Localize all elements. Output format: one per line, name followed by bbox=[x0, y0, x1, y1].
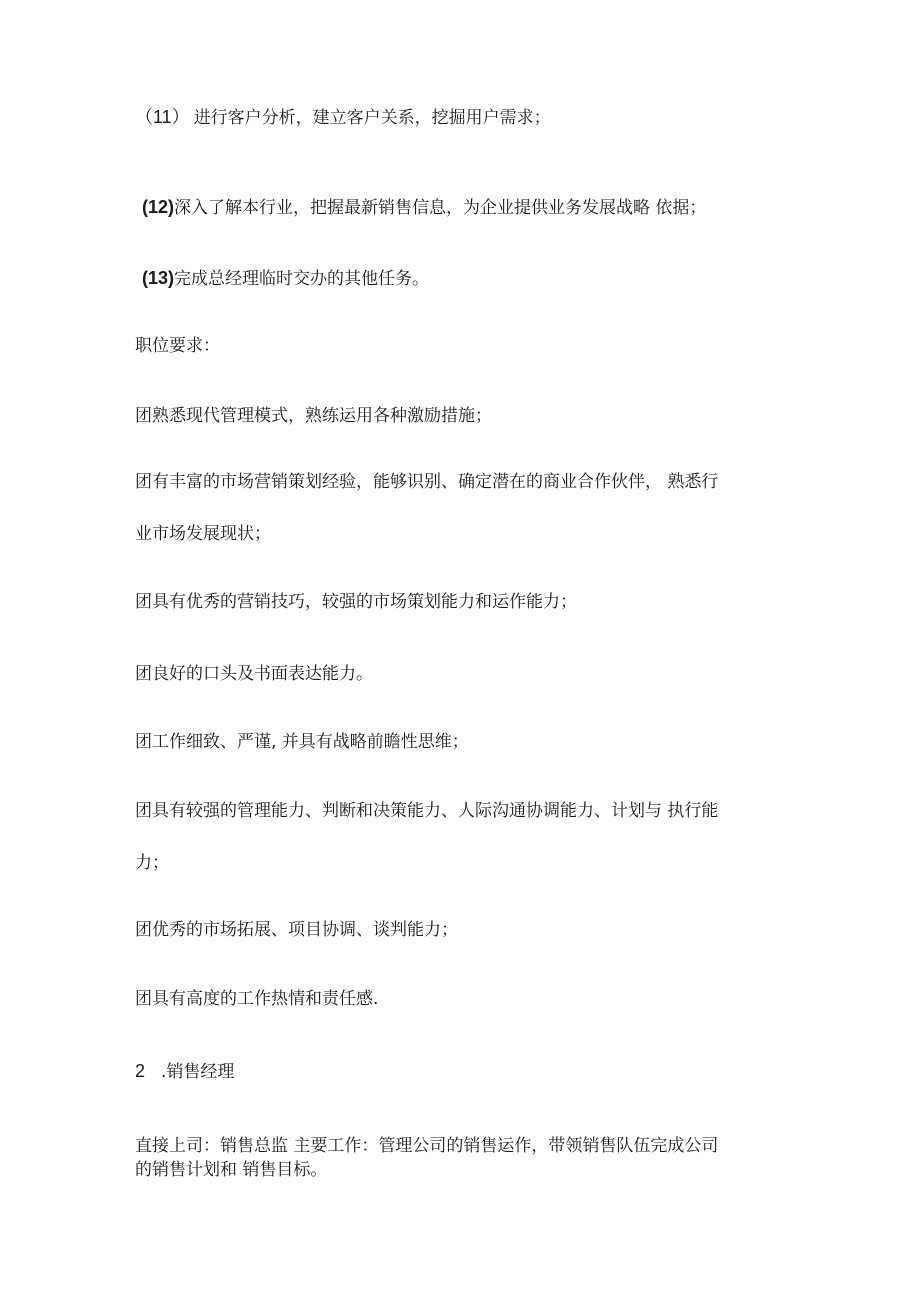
requirement-item-continued: 力； bbox=[135, 853, 169, 873]
requirement-item: 团有丰富的市场营销策划经验，能够识别、确定潜在的商业合作伙伴， 熟悉行 bbox=[135, 472, 719, 492]
summary-line: 的销售计划和 销售目标。 bbox=[135, 1160, 328, 1180]
duty-item-12 bbox=[142, 198, 706, 217]
requirement-item: 团良好的口头及书面表达能力。 bbox=[135, 664, 373, 684]
summary-line: 直接上司：销售总监 主要工作：管理公司的销售运作，带领销售队伍完成公司 bbox=[135, 1136, 719, 1156]
duty-item-11 bbox=[135, 108, 551, 127]
requirement-item: 团熟悉现代管理模式，熟练运用各种激励措施； bbox=[135, 406, 492, 426]
requirement-item-continued: 业市场发展现状； bbox=[135, 524, 271, 544]
section-title: .销售经理 bbox=[161, 1062, 235, 1082]
section-number: 2 bbox=[135, 1061, 146, 1081]
requirement-item: 团工作细致、严谨, 并具有战略前瞻性思维； bbox=[135, 732, 469, 752]
duty-number: (13) bbox=[142, 268, 175, 288]
requirements-heading: 职位要求： bbox=[135, 336, 220, 356]
requirement-item: 团具有高度的工作热情和责任感. bbox=[135, 989, 379, 1009]
duty-text: 完成总经理临时交办的其他任务。 bbox=[174, 269, 430, 289]
requirement-item: 团优秀的市场拓展、项目协调、谈判能力； bbox=[135, 920, 458, 940]
section-heading bbox=[135, 1062, 234, 1081]
duty-number: (12) bbox=[142, 197, 175, 217]
duty-number: （11） bbox=[135, 107, 190, 127]
duty-item-13 bbox=[142, 269, 429, 288]
requirement-item: 团具有优秀的营销技巧，较强的市场策划能力和运作能力； bbox=[135, 592, 577, 612]
duty-text: 深入了解本行业，把握最新销售信息，为企业提供业务发展战略 依据； bbox=[174, 198, 707, 218]
duty-text: 进行客户分析，建立客户关系，挖掘用户需求； bbox=[193, 108, 551, 128]
requirement-item: 团具有较强的管理能力、判断和决策能力、人际沟通协调能力、计划与 执行能 bbox=[135, 801, 719, 821]
